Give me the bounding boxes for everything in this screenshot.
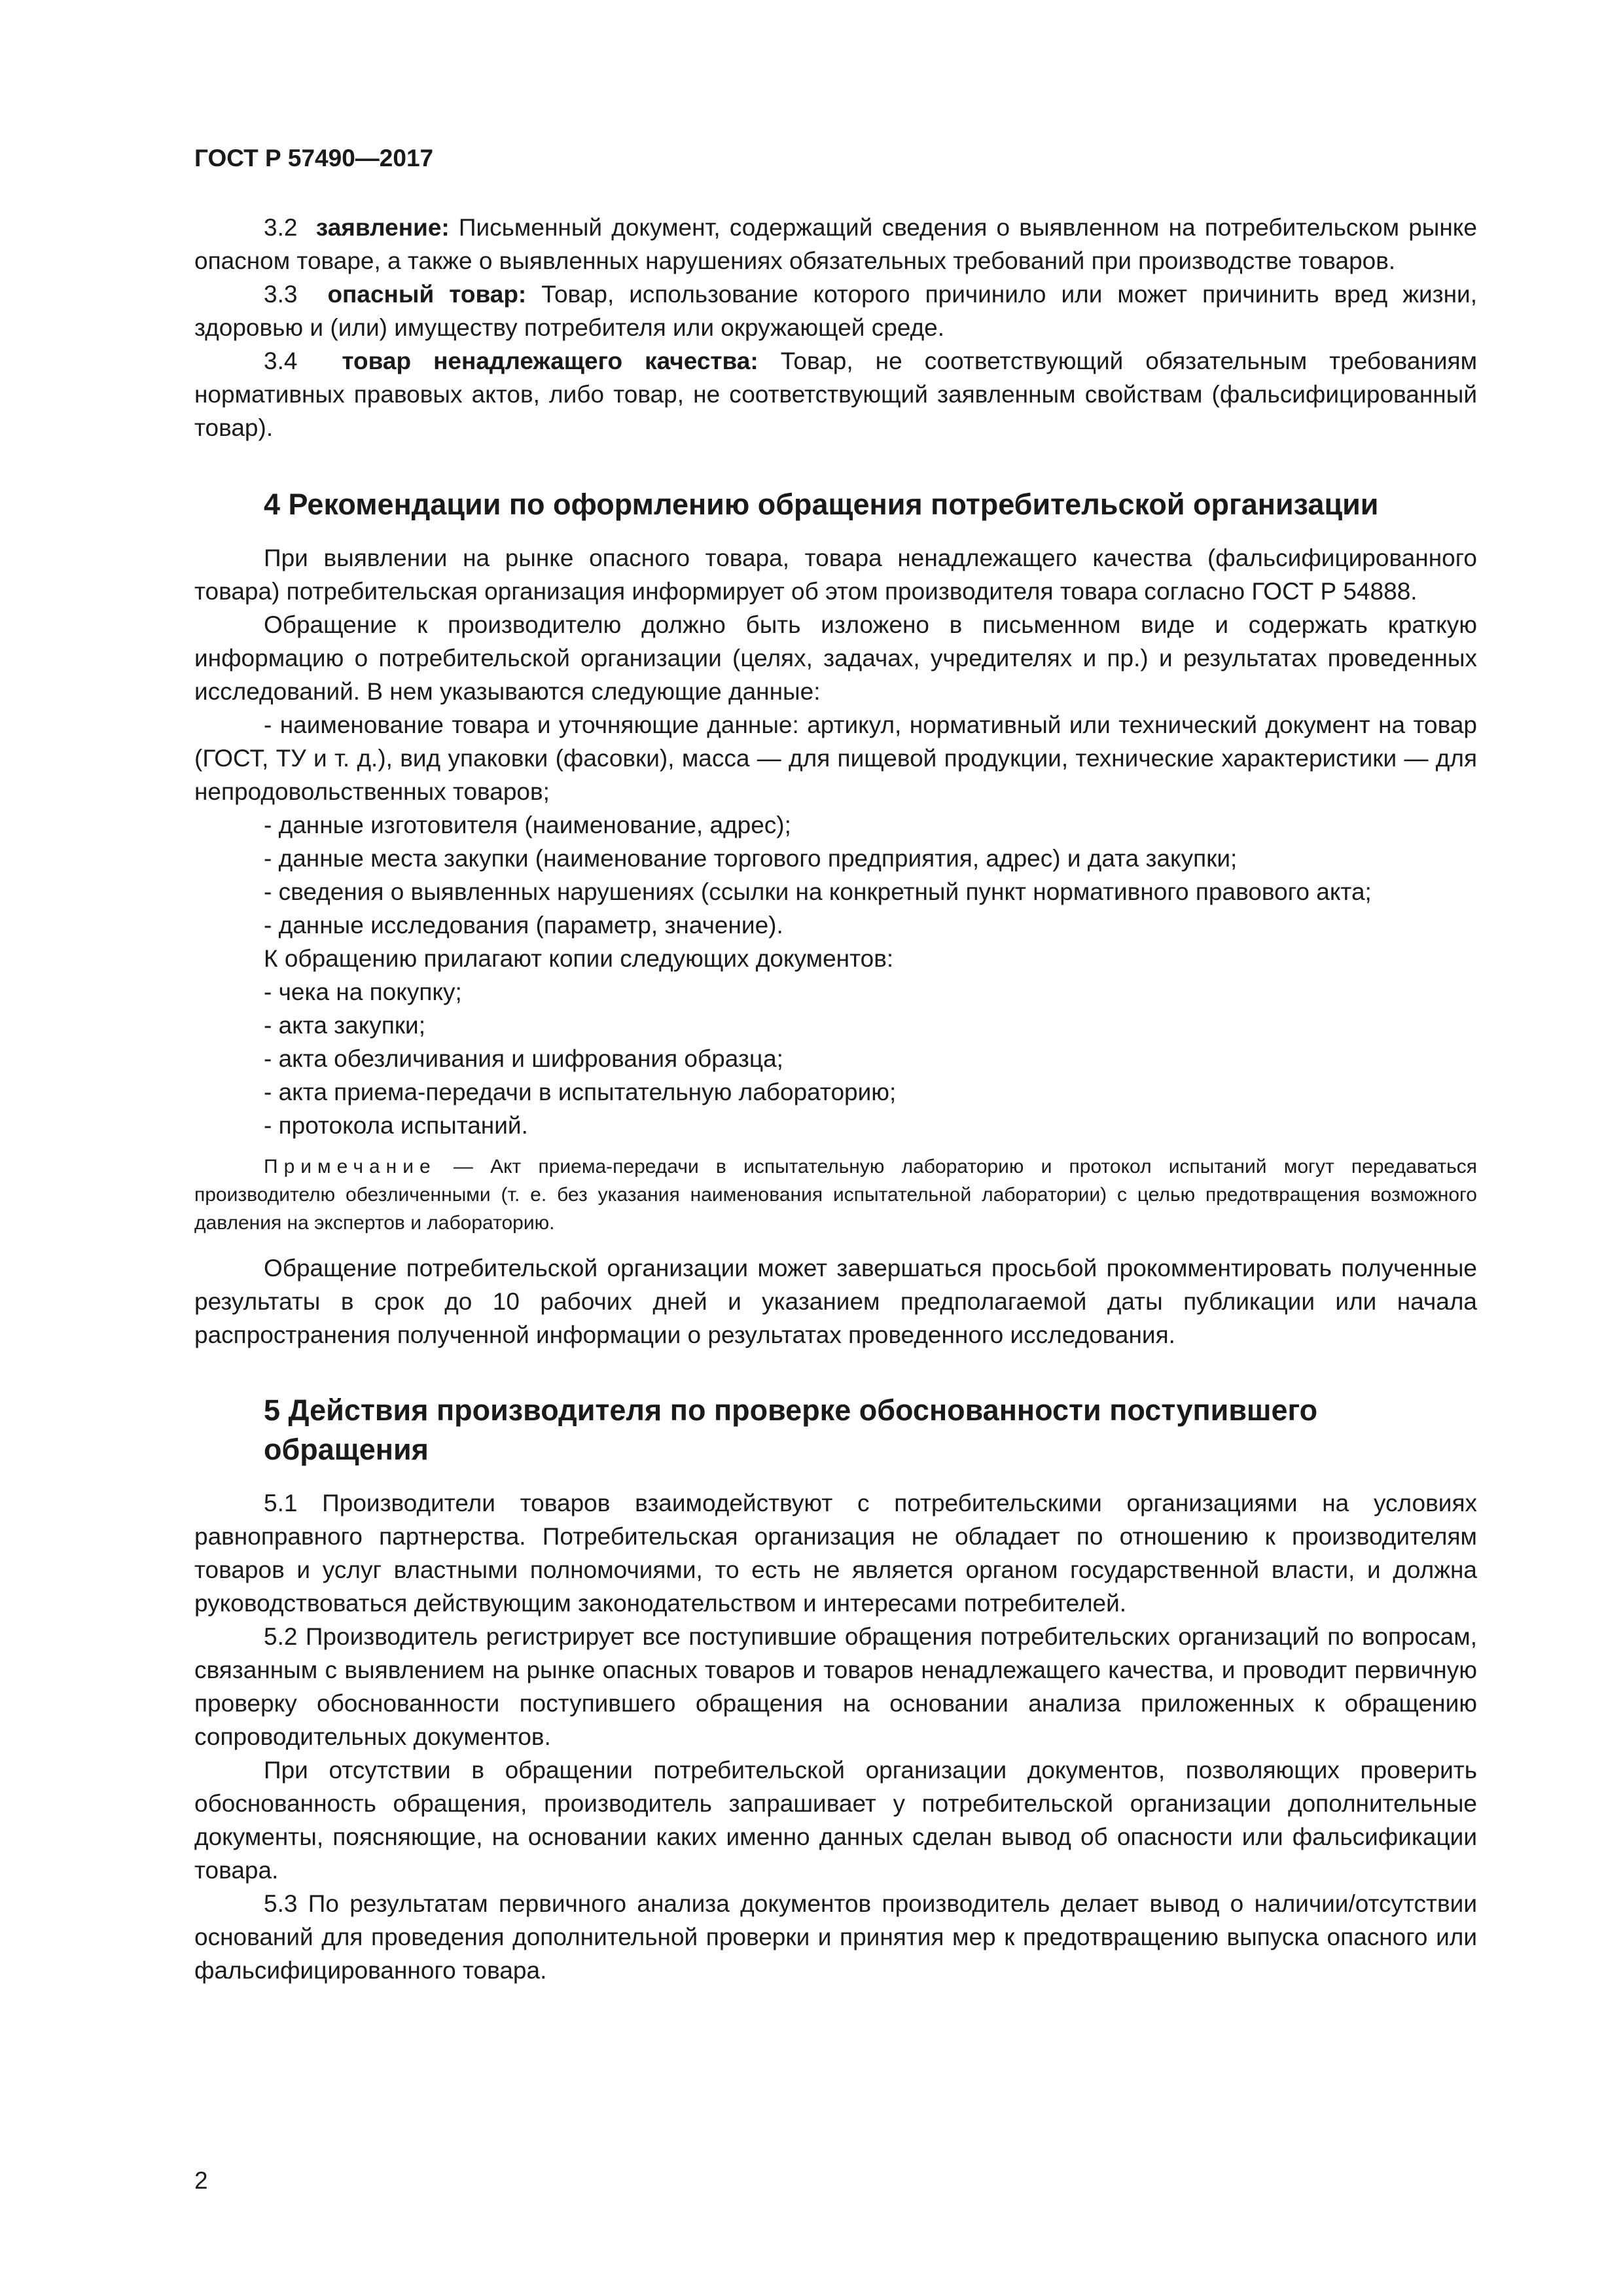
term-number: 3.4 <box>264 348 298 374</box>
section-4-heading: 4 Рекомендации по оформлению обращения потребительской организации <box>264 488 1379 521</box>
term-3-4 <box>194 344 1477 444</box>
paragraph: При выявлении на рынке опасного товара, товара ненадлежащего качества (фальсифицированного товара) потребительская организация информирует об этом производителя товара согласно ГОСТ Р 54888. <box>194 545 1477 605</box>
list-item: - наименование товара и уточняющие данные: артикул, нормативный или технический документ на товар (ГОСТ, ТУ и т. д.), вид упаковки (фасовки), масса — для пищевой продукции, технические характеристики — для непродовольственных товаров; <box>194 711 1477 805</box>
page-number: 2 <box>194 2167 208 2194</box>
section-5-heading: 5 Действия производителя по проверке обоснованности поступившего обращения <box>264 1393 1318 1466</box>
paragraph: К обращению прилагают копии следующих документов: <box>264 945 894 972</box>
list-item: - чека на покупку; <box>264 978 462 1005</box>
list-item: - акта закупки; <box>264 1012 425 1039</box>
term-name: товар ненадлежащего качества: <box>342 348 758 374</box>
list-item: - данные изготовителя (наименование, адрес); <box>264 812 791 838</box>
term-name: опасный товар: <box>327 281 527 308</box>
term-definition: Товар, использование которого причинило или может причинить вред жизни, здоровью и (или) имуществу потребителя или окружающей среде. <box>194 281 1477 341</box>
list-item: - данные исследования (параметр, значение). <box>264 912 783 939</box>
list-item: - данные места закупки (наименование торгового предприятия, адрес) и дата закупки; <box>264 845 1238 872</box>
list-item: - протокола испытаний. <box>264 1112 528 1139</box>
note <box>194 1153 1477 1237</box>
paragraph: Обращение потребительской организации может завершаться просьбой прокомментировать полученные результаты в срок до 10 рабочих дней и указанием предполагаемой даты публикации или начала распространения полученной информации о результатах проведенного исследования. <box>194 1255 1477 1348</box>
term-name: заявление: <box>315 214 450 241</box>
paragraph: При отсутствии в обращении потребительской организации документов, позволяющих проверить обоснованность обращения, производитель запрашивает у потребительской организации дополнительные документы, поясняющие, на основании каких именно данных сделан вывод об опасности или фальсификации товара. <box>194 1757 1477 1884</box>
term-3-2 <box>194 211 1477 278</box>
term-number: 3.2 <box>264 214 298 241</box>
term-definition: Товар, не соответствующий обязательным требованиям нормативных правовых актов, либо товар, не соответствующий заявленным свойствам (фальсифицированный товар). <box>194 348 1478 441</box>
paragraph: 5.3 По результатам первичного анализа документов производитель делает вывод о наличии/отсутствии оснований для проведения дополнительной проверки и принятия мер к предотвращению выпуска опасного или фальсифицированного товара. <box>194 1890 1477 1984</box>
list-item: - сведения о выявленных нарушениях (ссылки на конкретный пункт нормативного правового акта; <box>264 878 1372 905</box>
term-number: 3.3 <box>264 281 298 308</box>
term-3-3 <box>194 278 1477 344</box>
list-item: - акта приема-передачи в испытательную лабораторию; <box>264 1079 897 1105</box>
standard-code: ГОСТ Р 57490—2017 <box>194 145 434 171</box>
note-text: — Акт приема-передачи в испытательную лабораторию и протокол испытаний могут передаваться производителю обезличенными (т. е. без указания наименования испытательной лаборатории) с целью предотвращения возможного давления на экспертов и лабораторию. <box>194 1156 1477 1234</box>
term-definition: Письменный документ, содержащий сведения о выявленном на потребительском рынке опасном товаре, а также о выявленных нарушениях обязательных требований при производстве товаров. <box>194 214 1477 274</box>
paragraph: 5.1 Производители товаров взаимодействуют с потребительскими организациями на условиях равноправного партнерства. Потребительская организация не обладает по отношению к производителям товаров и услуг властными полномочиями, то есть не является органом государственной власти, и должна руководствоваться действующим законодательством и интересами потребителей. <box>194 1490 1477 1617</box>
document-page <box>194 143 1477 1987</box>
note-label: Примечание <box>264 1156 437 1177</box>
paragraph: Обращение к производителю должно быть изложено в письменном виде и содержать краткую информацию о потребительской организации (целях, задачах, учредителях и пр.) и результатах проведенных исследований. В нем указываются следующие данные: <box>194 611 1477 705</box>
paragraph: 5.2 Производитель регистрирует все поступившие обращения потребительских организаций по вопросам, связанным с выявлением на рынке опасных товаров и товаров ненадлежащего качества, и проводит первичную проверку обоснованности поступившего обращения на основании анализа приложенных к обращению сопроводительных документов. <box>194 1623 1477 1750</box>
list-item: - акта обезличивания и шифрования образца; <box>264 1045 783 1072</box>
